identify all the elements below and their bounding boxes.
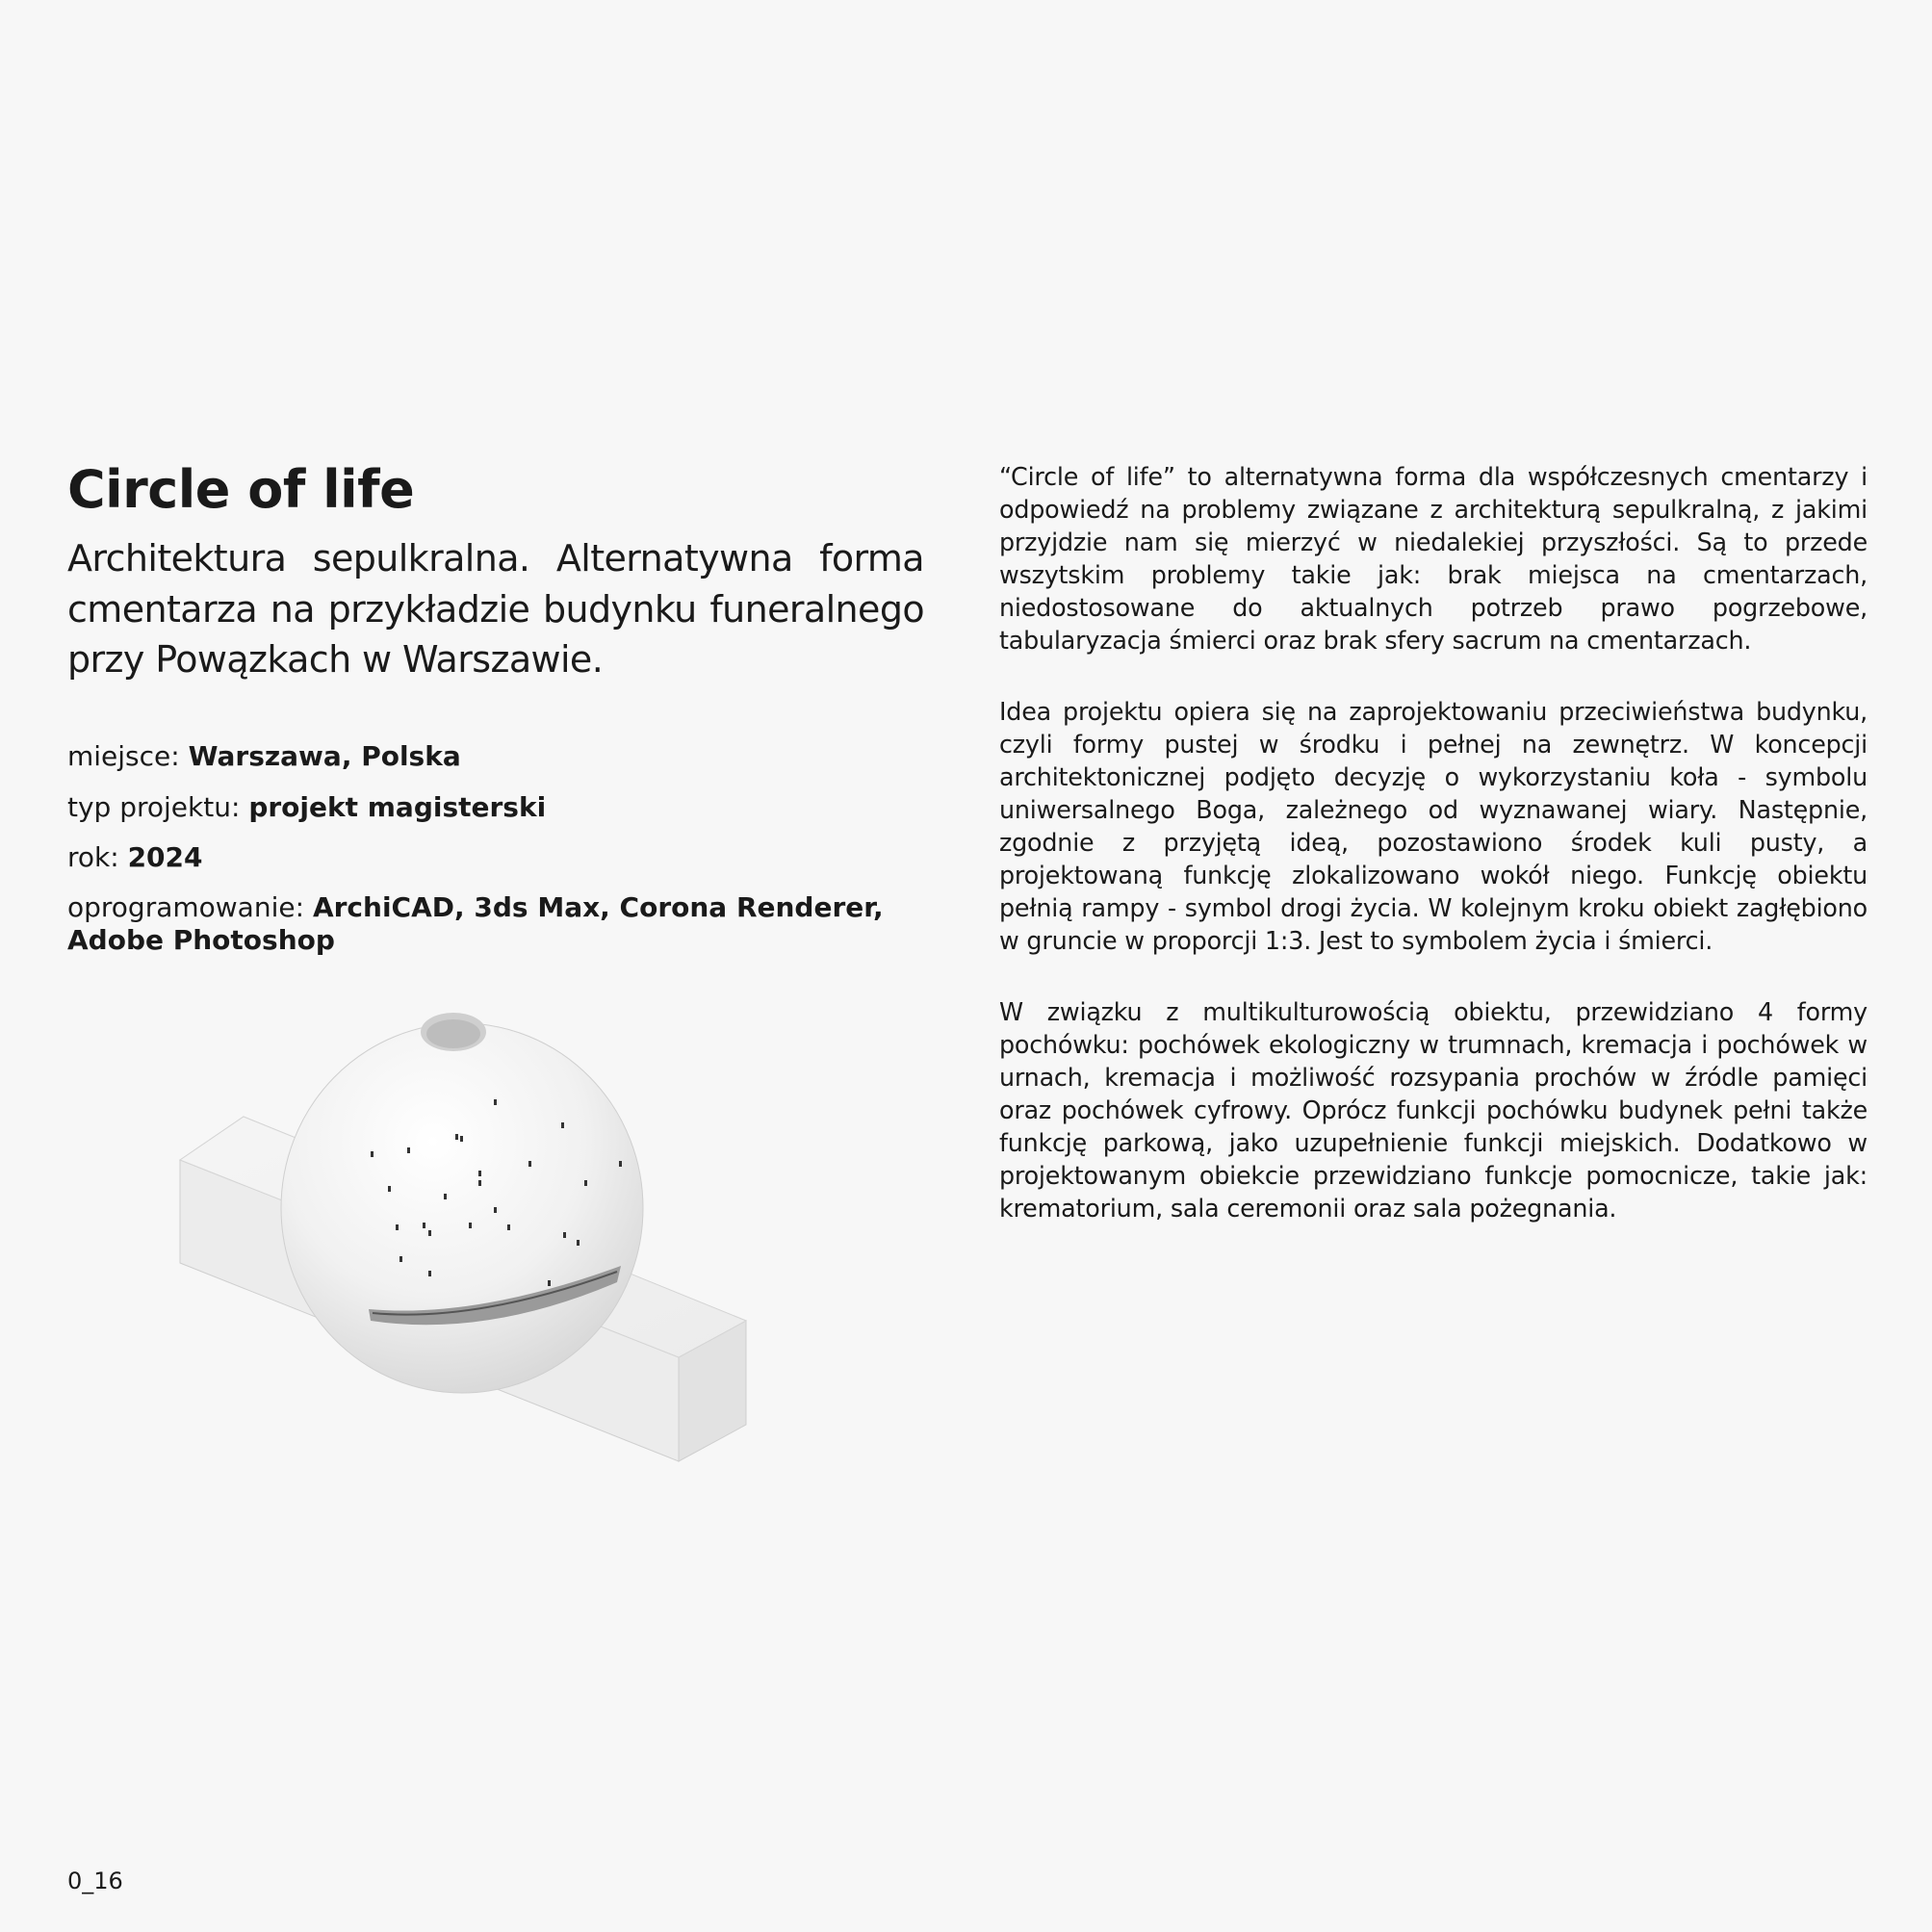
meta-year-label: rok: [67, 840, 128, 873]
meta-type-value: projekt magisterski [248, 790, 547, 823]
meta-place [67, 740, 924, 773]
meta-software [67, 891, 924, 957]
meta-year [67, 841, 924, 874]
project-header [67, 460, 924, 974]
meta-type [67, 791, 924, 824]
meta-software-value: ArchiCAD, 3ds Max, Corona Renderer, Adobe Photoshop [67, 890, 884, 957]
project-title: Circle of life [67, 459, 415, 520]
description-paragraph: “Circle of life” to alternatywna forma dla współczesnych cmentarzy i odpowiedź na problemy związane z architekturą sepulkralną, z jakimi przyjdzie nam się mierzyć w niedalekiej przyszłości. Są to przede wszytskim problemy takie jak: brak miejsca na cmentarzach, niedostosowane do aktualnych potrzeb prawo pogrzebowe, tabularyzacja śmierci oraz brak sfery sacrum na cmentarzach. [999, 462, 1868, 655]
project-subtitle: Architektura sepulkralna. Alternatywna forma cmentarza na przykładzie budynku funeralnego przy Powązkach w Warszawie. [67, 537, 924, 681]
project-metadata [67, 740, 924, 957]
meta-type-label: typ projektu: [67, 790, 249, 823]
description-paragraph: W związku z multikulturowością obiektu, przewidziano 4 formy pochówku: pochówek ekologiczny w trumnach, kremacja i pochówek w urnach, kremacja i możliwość rozsypania prochów w źródle pamięci oraz pochówek cyfrowy. Oprócz funkcji pochówku budynek pełni także funkcję parkową, jako uzupełnienie funkcji miejskich. Dodatkowo w projektowanym obiekcie przewidziano funkcje pomocnicze, takie jak: krematorium, sala ceremonii oraz sala pożegnania. [999, 997, 1868, 1223]
page-number: 0_16 [67, 1868, 123, 1894]
meta-place-label: miejsce: [67, 740, 189, 773]
meta-year-value: 2024 [127, 840, 203, 873]
meta-software-label: oprogramowanie: [67, 890, 313, 923]
description-paragraph: Idea projektu opiera się na zaprojektowaniu przeciwieństwa budynku, czyli formy pustej w środku i pełnej na zewnętrz. W koncepcji architektonicznej podjęto decyzję o wykorzystaniu koła - symbolu uniwersalnego Boga, zależnego od wyznawanej wiary. Następnie, zgodnie z przyjętą ideą, pozostawiono środek kuli pusty, a projektowaną funkcję zlokalizowano wokół niego. Funkcję obiektu pełnią rampy - symbol drogi życia. W kolejnym kroku obiekt zagłębiono w gruncie w proporcji 1:3. Jest to symbolem życia i śmierci. [999, 697, 1868, 955]
building-render-image [168, 992, 765, 1473]
meta-place-value: Warszawa, Polska [188, 740, 461, 773]
project-description [999, 460, 1868, 1263]
